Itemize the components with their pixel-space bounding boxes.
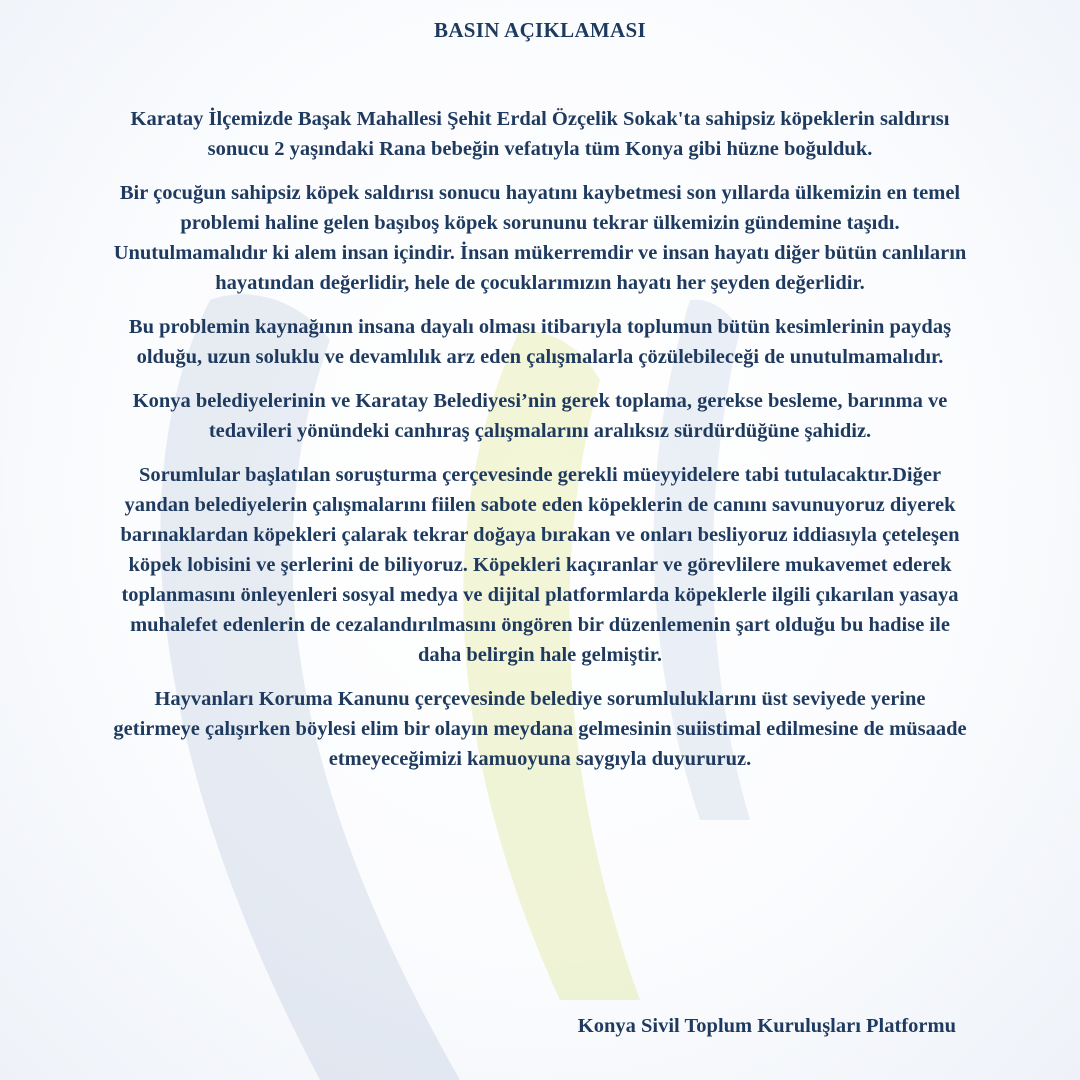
paragraph-4: Konya belediyelerinin ve Karatay Belediyesi’nin gerek toplama, gerekse besleme, barınma ve tedavileri yönündeki canhıraş çalışmalarını aralıksız sürdürdüğüne şahidiz.	[132, 390, 948, 442]
paragraph-3: Bu problemin kaynağının insana dayalı olması itibarıyla toplumun bütün kesimlerinin paydaş olduğu, uzun soluklu ve devamlılık arz eden çalışmalarla çözülebileceği de unutulmamalıdır.	[128, 316, 952, 368]
document-body	[110, 104, 970, 788]
paragraph-5: Sorumlular başlatılan soruşturma çerçevesinde gerekli müeyyidelere tabi tutulacaktır.Diğer yandan belediyelerin çalışmalarını fiilen sabote eden köpeklerin de canını savunuyoruz diyerek barınaklardan köpekleri çalarak tekrar doğaya bırakan ve onları besliyoruz iddiasıyla çeteleşen köpek lobisini ve şerlerini de biliyoruz. Köpekleri kaçıranlar ve görevlilere mukavemet ederek toplanmasını önleyenleri sosyal medya ve dijital platformlarda köpeklerle ilgili çıkarılan yasaya muhalefet edenlerin de cezalandırılmasını öngören bir düzenlemenin şart olduğu bu hadise ile daha belirgin hale gelmiştir.	[120, 464, 960, 666]
paragraph-1: Karatay İlçemizde Başak Mahallesi Şehit Erdal Özçelik Sokak'ta sahipsiz köpeklerin saldırısı sonucu 2 yaşındaki Rana bebeğin vefatıyla tüm Konya gibi hüzne boğulduk.	[130, 108, 950, 160]
document-title: BASIN AÇIKLAMASI	[434, 18, 646, 42]
paragraph-6: Hayvanları Koruma Kanunu çerçevesinde belediye sorumluluklarını üst seviyede yerine getirmeye çalışırken böylesi elim bir olayın meydana gelmesinin suiistimal edilmesine de müsaade etmeyeceğimizi kamuoyuna saygıyla duyururuz.	[113, 688, 967, 770]
signature: Konya Sivil Toplum Kuruluşları Platformu	[577, 1015, 956, 1037]
paragraph-2: Bir çocuğun sahipsiz köpek saldırısı sonucu hayatını kaybetmesi son yıllarda ülkemizin en temel problemi haline gelen başıboş köpek sorununu tekrar ülkemizin gündemine taşıdı. Unutulmamalıdır ki alem insan içindir. İnsan mükerremdir ve insan hayatı diğer bütün canlıların hayatından değerlidir, hele de çocuklarımızın hayatı her şeyden değerlidir.	[113, 182, 967, 294]
